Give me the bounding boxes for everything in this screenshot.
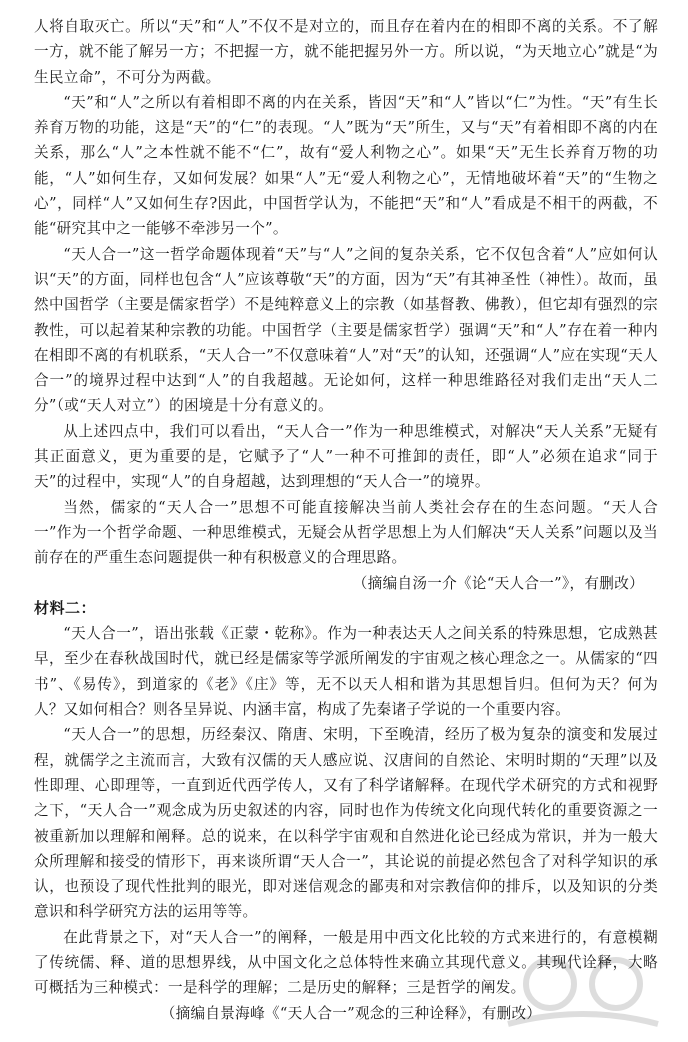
material-2-paragraph-2: “天人合一”的思想，历经秦汉、隋唐、宋明，下至晚清，经历了极为复杂的演变和发展过程，就儒学之主流而言，大致有汉儒的天人感应说、汉唐间的自然论、宋明时期的“天理”以及性即理、心即理等，一直到近代西学传人，又有了科学诸解释。在现代学术研究的方式和视野之下，“天人合一”观念成为历史叙述的内容，同时也作为传统文化向现代转化的重要资源之一被重新加以理解和阐释。总的说来，在以科学宇宙观和自然进化论已经成为常识，并为一般大众所理解和接受的情形下，再来谈所谓“天人合一”，其论说的前提必然包含了对科学知识的承认，也预设了现代性批判的眼光，即对迷信观念的鄙夷和对宗教信仰的排斥，以及知识的分类意识和科学研究方法的运用等等。 bbox=[34, 726, 658, 921]
source-citation-2: （摘编自景海峰《“天人合一”观念的三种诠释》，有删改） bbox=[160, 1004, 542, 1022]
paragraph-3: “天人合一”这一哲学命题体现着“天”与“人”之间的复杂关系，它不仅包含着“人”应如何认识“天”的方面，同样也包含“人”应该尊敬“天”的方面，因为“天”有其神圣性（神性）。故而，虽然中国哲学（主要是儒家哲学）不是纯粹意义上的宗教（如基督教、佛教），但它却有强烈的宗教性，可以起着某种宗教的功能。中国哲学（主要是儒家哲学）强调“天”和“人”存在着一种内在相即不离的有机联系，“天人合一”不仅意味着“人”对“天”的认知，还强调“人”应在实现“天人合一”的境界过程中达到“人”的自我超越。无论如何，这样一种思维路径对我们走出“天人二分”（或“天人对立”）的困境是十分有意义的。 bbox=[34, 245, 658, 415]
material-2-paragraph-1: “天人合一”，语出张载《正蒙・乾称》。作为一种表达天人之间关系的特殊思想，它成熟甚早，至少在春秋战国时代，就已经是儒家等学派所阐发的宇宙观之核心理念之一。从儒家的“四书”、《易传》，到道家的《老》《庄》等，无不以天人相和谐为其思想旨归。但何为天？何为人？又如何相合？则各呈异说、内涵丰富，构成了先秦诸子学说的一个重要内容。 bbox=[34, 625, 658, 719]
paragraph-5: 当然，儒家的“天人合一”思想不可能直接解决当前人类社会存在的生态问题。“天人合一”作为一个哲学命题、一种思维模式，无疑会从哲学思想上为人们解决“天人关系”问题以及当前存在的严重生态问题提供一种有积极意义的合理思路。 bbox=[34, 498, 658, 567]
source-citation-1: （摘编自汤一介《论“天人合一”》，有删改） bbox=[352, 574, 644, 592]
material-2-heading: 材料二： bbox=[34, 598, 97, 617]
paragraph-1: 人将自取灭亡。所以“天”和“人”不仅不是对立的，而且存在着内在的相即不离的关系。不了解一方，就不能了解另一方；不把握一方，就不能把握另外一方。所以说，“为天地立心”就是“为生民立命”，不可分为两截。 bbox=[34, 18, 658, 86]
paragraph-4: 从上述四点中，我们可以看出，“天人合一”作为一种思维模式，对解决“天人关系”无疑有其正面意义，更为重要的是，它赋予了“人”一种不可推卸的责任，即“人”必须在追求“同于天”的过程中，实现“人”的自身超越，达到理想的“天人合一”的境界。 bbox=[34, 422, 658, 491]
paragraph-2: “天”和“人”之所以有着相即不离的内在关系，皆因“天”和“人”皆以“仁”为性。“天”有生长养育万物的功能，这是“天”的“仁”的表现。“人”既为“天”所生，又与“天”有着相即不离的内在关系，那么“人”之本性就不能不“仁”，故有“爱人利物之心”。如果“天”无生长养育万物的功能，“人”如何生存，又如何发展？如果“人”无“爱人利物之心”，无情地破坏着“天”的“生物之心”，同样“人”又如何生存?因此，中国哲学认为，不能把“天”和“人”看成是不相干的两截，不能“研究其中之一能够不牵涉另一个”。 bbox=[34, 93, 658, 238]
material-2-paragraph-3: 在此背景之下，对“天人合一”的阐释，一般是用中西文化比较的方式来进行的，有意模糊了传统儒、释、道的思想界线，从中国文化之总体特性来确立其现代意义。其现代诠释，大略可概括为三种模式：一是科学的理解；二是历史的解释；三是哲学的阐发。 bbox=[34, 928, 658, 997]
